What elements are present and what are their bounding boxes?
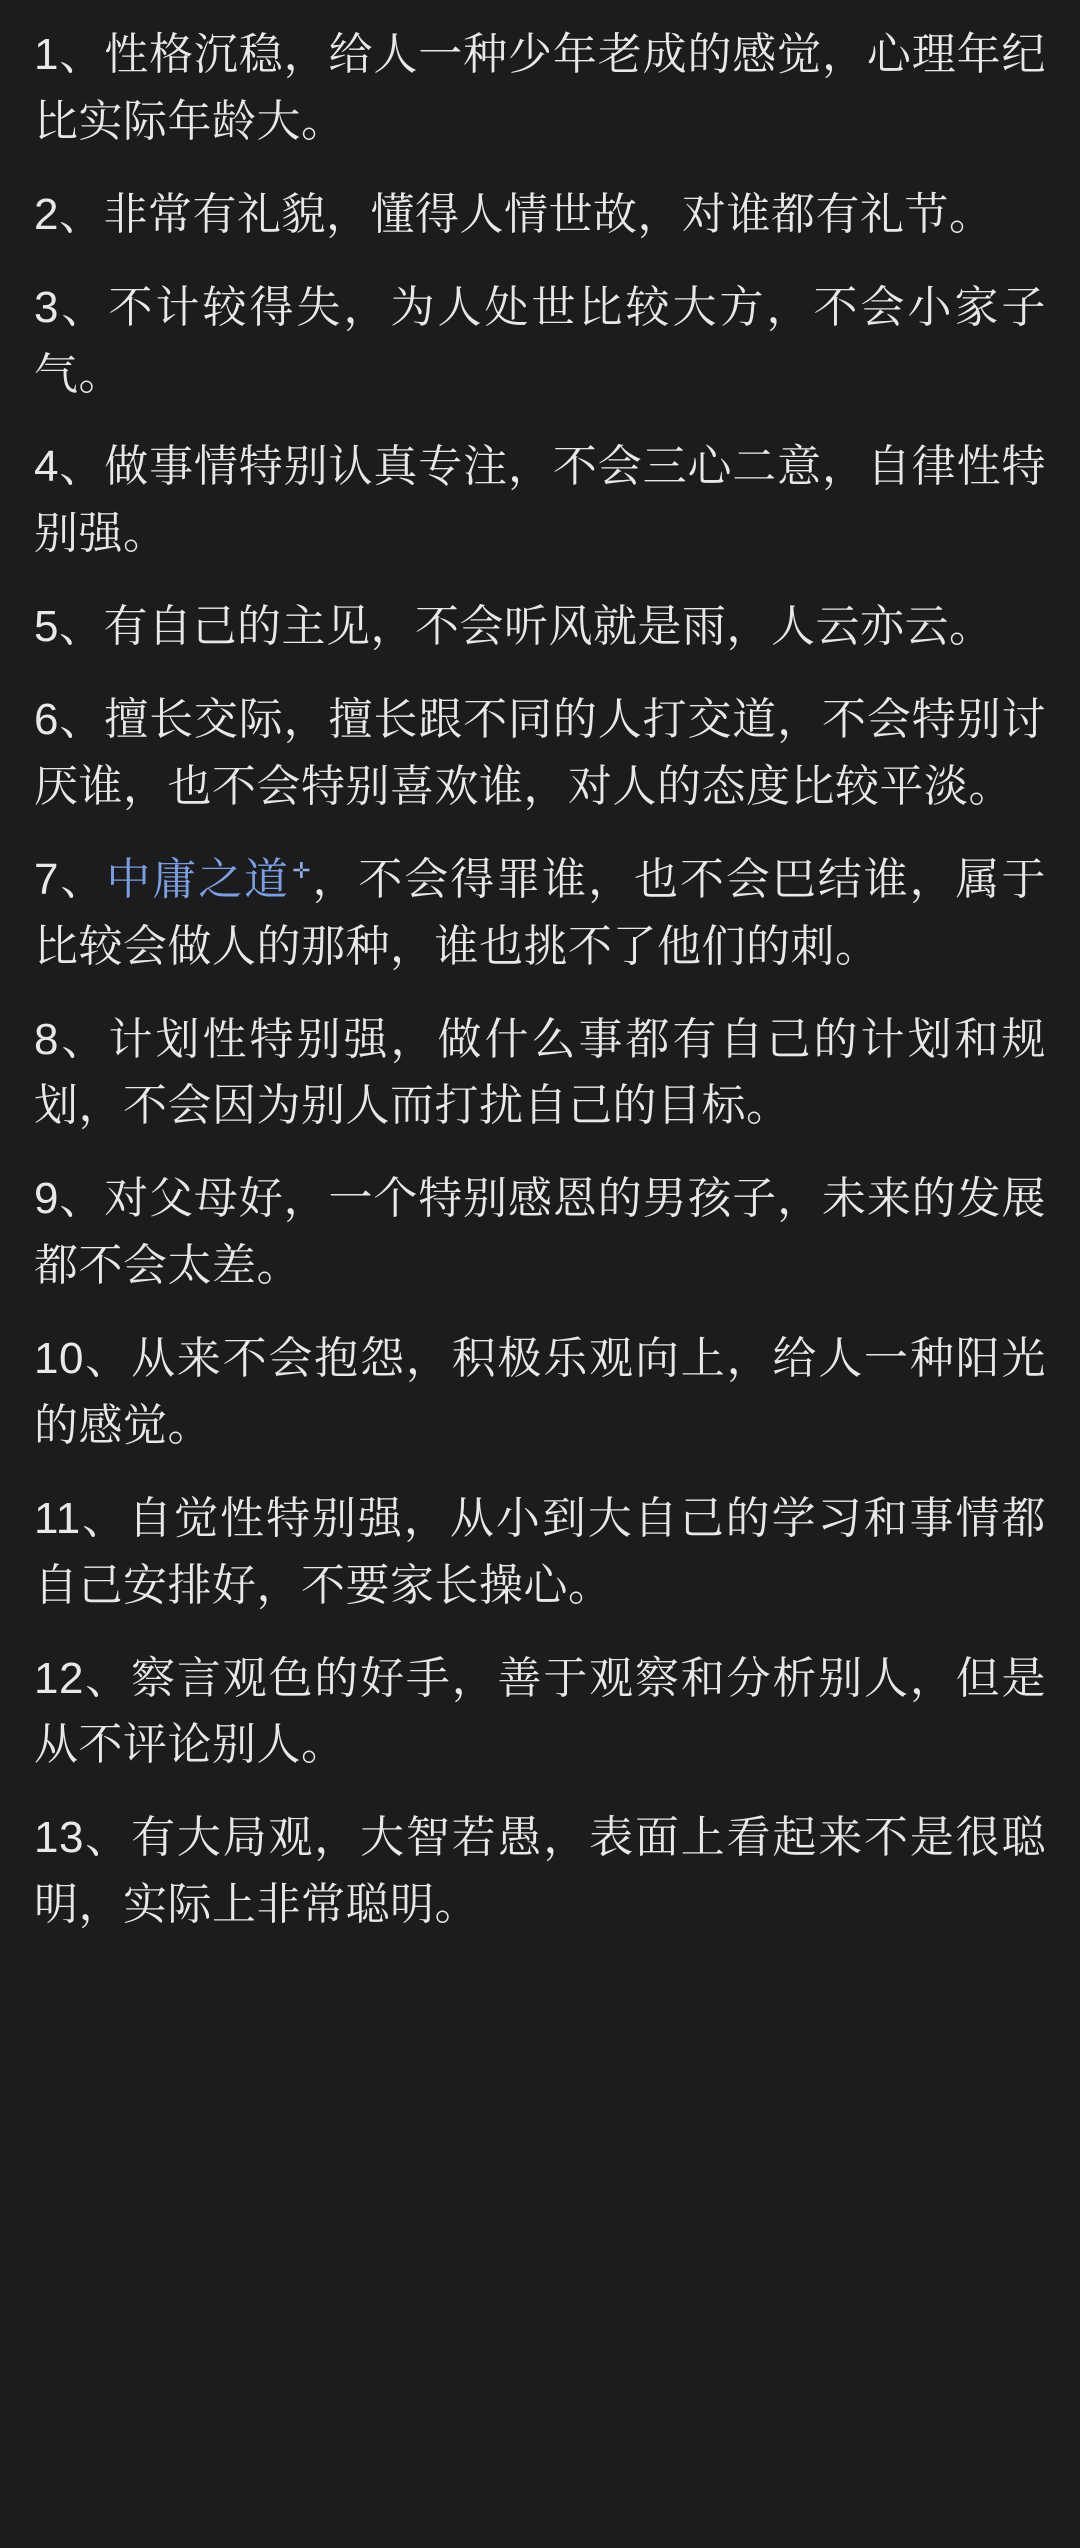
list-item: 8、计划性特别强，做什么事都有自己的计划和规划，不会因为别人而打扰自己的目标。 bbox=[34, 1014, 1046, 1131]
list-item: 5、有自己的主见，不会听风就是雨，人云亦云。 bbox=[34, 602, 994, 652]
list-item: 6、擅长交际，擅长跟不同的人打交道，不会特别讨厌谁，也不会特别喜欢谁，对人的态度比较平淡。 bbox=[34, 695, 1046, 811]
list-item: 3、不计较得失，为人处世比较大方，不会小家子气。 bbox=[34, 282, 1046, 399]
list-item-prefix: 7、 bbox=[34, 854, 107, 904]
list-item: 1、性格沉稳，给人一种少年老成的感觉，心理年纪比实际年龄大。 bbox=[34, 30, 1046, 146]
link-badge-icon: ✛ bbox=[292, 858, 312, 884]
list-item-with-link bbox=[34, 847, 1046, 981]
list-item: 4、做事情特别认真专注，不会三心二意，自律性特别强。 bbox=[34, 442, 1046, 559]
list-item: 2、非常有礼貌，懂得人情世故，对谁都有礼节。 bbox=[34, 189, 994, 239]
list-item-suffix: ，不会得罪谁，也不会巴结谁，属于比较会做人的那种，谁也挑不了他们的刺。 bbox=[34, 854, 1046, 971]
list-item: 9、对父母好，一个特别感恩的男孩子，未来的发展都不会太差。 bbox=[34, 1174, 1046, 1291]
inline-term-link[interactable]: 中庸之道 bbox=[106, 854, 291, 904]
list-item: 10、从来不会抱怨，积极乐观向上，给人一种阳光的感觉。 bbox=[34, 1334, 1046, 1450]
list-item: 11、自觉性特别强，从小到大自己的学习和事情都自己安排好，不要家长操心。 bbox=[34, 1493, 1046, 1610]
list-item: 12、察言观色的好手，善于观察和分析别人，但是从不评论别人。 bbox=[34, 1653, 1046, 1770]
list-item: 13、有大局观，大智若愚，表面上看起来不是很聪明，实际上非常聪明。 bbox=[34, 1813, 1046, 1930]
